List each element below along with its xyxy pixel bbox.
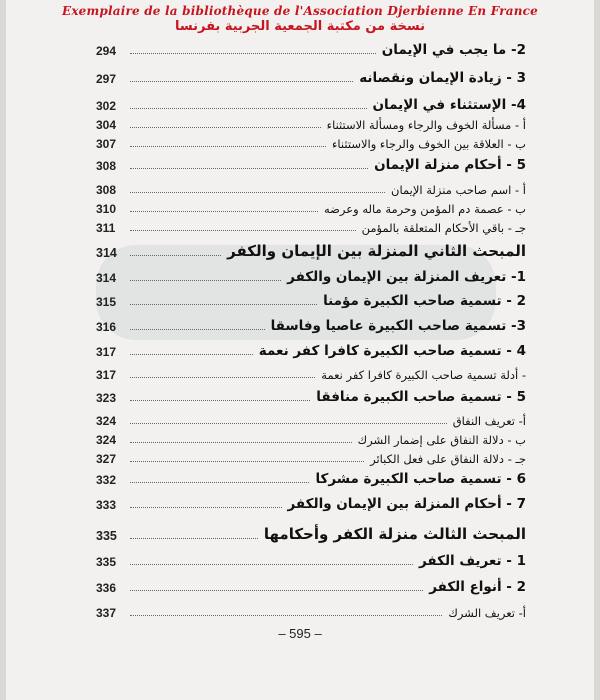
toc-entry <box>96 287 526 309</box>
toc-entry-title: المبحث الثاني المنزلة بين الإيمان والكفر <box>227 242 526 260</box>
toc-entry-title: أ - مسألة الخوف والرجاء ومسألة الاستثناء <box>326 118 526 132</box>
toc-entry-title: أ- تعريف الشرك <box>448 606 526 620</box>
toc-page-number: 337 <box>96 606 117 620</box>
toc-dot-leader <box>130 80 353 82</box>
toc-page-number: 317 <box>96 345 117 359</box>
toc-entry <box>96 444 526 466</box>
toc-entry-title: ب - دلالة النفاق على إضمار الشرك <box>357 433 526 447</box>
toc-entry-title: 5 - تسمية صاحب الكبيرة منافقا <box>316 389 526 405</box>
toc-entry-title: جـ - دلالة النفاق على فعل الكبائر <box>370 452 526 466</box>
toc-entry <box>96 151 526 173</box>
toc-entry <box>96 129 526 151</box>
toc-dot-leader <box>130 537 258 539</box>
toc-entry <box>96 312 526 334</box>
toc-page-number: 332 <box>96 473 117 487</box>
toc-entry-title: 2 - أنواع الكفر <box>429 579 526 595</box>
toc-dot-leader <box>130 399 310 401</box>
toc-dot-leader <box>130 506 282 508</box>
toc-entry-title: أ- تعريف النفاق <box>452 414 526 428</box>
toc-entry <box>96 547 526 569</box>
toc-page-number: 294 <box>96 44 117 58</box>
toc-dot-leader <box>130 563 413 565</box>
toc-entry-title: 4- الإستثناء في الإيمان <box>372 97 526 113</box>
toc-page-number: 314 <box>96 246 117 260</box>
toc-dot-leader <box>130 422 447 424</box>
toc-dot-leader <box>130 614 442 616</box>
toc-dot-leader <box>130 107 367 109</box>
toc-entry <box>96 36 526 58</box>
page-number: – 595 – <box>278 626 322 641</box>
toc-entry-title: المبحث الثالث منزلة الكفر وأحكامها <box>263 525 526 543</box>
toc-entry <box>96 573 526 595</box>
toc-dot-leader <box>130 441 352 443</box>
toc-entry-title: 3- تسمية صاحب الكبيرة عاصيا وفاسقا <box>270 318 526 334</box>
header-latin-line: Exemplaire de la bibliothèque de l'Association Djerbienne En France <box>61 4 539 18</box>
toc-dot-leader <box>130 254 221 256</box>
toc-dot-leader <box>130 353 253 355</box>
toc-page-number: 333 <box>96 498 117 512</box>
toc-dot-leader <box>130 481 309 483</box>
toc-dot-leader <box>130 376 315 378</box>
toc-entry-title: ب - عصمة دم المؤمن وحرمة ماله وعرضه <box>323 202 526 216</box>
toc-entry-title: - أدلة تسمية صاحب الكبيرة كافرا كفر نعمة <box>321 368 526 382</box>
toc-entry-title: 5 - أحكام منزلة الإيمان <box>374 157 526 173</box>
toc-page-number: 307 <box>96 137 117 151</box>
toc-entry <box>96 64 526 86</box>
toc-entry <box>96 337 526 359</box>
toc-entry-title: 7 - أحكام المنزلة بين الإيمان والكفر <box>287 496 526 512</box>
toc-page-number: 335 <box>96 555 117 569</box>
toc-section-heading <box>96 521 526 543</box>
toc-entry <box>96 383 526 405</box>
toc-page-number: 308 <box>96 183 117 197</box>
toc-dot-leader <box>130 589 423 591</box>
toc-dot-leader <box>130 279 281 281</box>
toc-page-number: 304 <box>96 118 117 132</box>
toc-page-number: 302 <box>96 99 117 113</box>
toc-page-number: 335 <box>96 529 117 543</box>
toc-dot-leader <box>130 191 385 193</box>
toc-page-number: 308 <box>96 159 117 173</box>
header-arabic-line: نسخة من مكتبة الجمعية الجربية بفرنسا <box>175 19 425 34</box>
toc-section-heading <box>96 238 526 260</box>
toc-page-number: 316 <box>96 320 117 334</box>
toc-page-number: 315 <box>96 295 117 309</box>
toc-page-number: 327 <box>96 452 117 466</box>
toc-entry <box>96 465 526 487</box>
toc-dot-leader <box>130 52 376 54</box>
toc-entry <box>96 263 526 285</box>
toc-page-number: 323 <box>96 391 117 405</box>
toc-entry-title: أ - اسم صاحب منزلة الإيمان <box>391 183 526 197</box>
toc-page-number: 297 <box>96 72 117 86</box>
toc-entry-title: 2- ما يجب في الإيمان <box>381 42 526 58</box>
toc-page-number: 311 <box>96 221 116 235</box>
toc-page-number: 324 <box>96 414 117 428</box>
toc-dot-leader <box>130 210 318 212</box>
toc-dot-leader <box>130 229 356 231</box>
toc-page-number: 310 <box>96 202 117 216</box>
toc-page-number: 317 <box>96 368 117 382</box>
toc-entry <box>96 598 526 620</box>
toc-entry-title: 6 - تسمية صاحب الكبيرة مشركا <box>315 471 526 487</box>
toc-entry-title: 1 - تعريف الكفر <box>418 553 526 569</box>
toc-entry-title: 3 - زيادة الإيمان ونقصانه <box>359 70 526 86</box>
toc-entry <box>96 360 526 382</box>
toc-entry-title: جـ - باقي الأحكام المتعلقة بالمؤمن <box>361 221 526 235</box>
toc-entry-title: 2 - تسمية صاحب الكبيرة مؤمنا <box>323 293 526 309</box>
toc-dot-leader <box>130 303 317 305</box>
toc-page-number: 336 <box>96 581 117 595</box>
toc-entry-title: 1- تعريف المنزلة بين الإيمان والكفر <box>287 269 526 285</box>
toc-dot-leader <box>130 460 364 462</box>
toc-page-number: 314 <box>96 271 117 285</box>
toc-entry <box>96 490 526 512</box>
toc-dot-leader <box>130 328 265 330</box>
toc-dot-leader <box>130 167 368 169</box>
toc-dot-leader <box>130 126 321 128</box>
toc-dot-leader <box>130 145 326 147</box>
toc-entry-title: 4 - تسمية صاحب الكبيرة كافرا كفر نعمة <box>258 343 526 359</box>
toc-entry-title: ب - العلاقة بين الخوف والرجاء والاستثناء <box>332 137 526 151</box>
toc-entry <box>96 213 526 235</box>
toc-page-number: 324 <box>96 433 117 447</box>
